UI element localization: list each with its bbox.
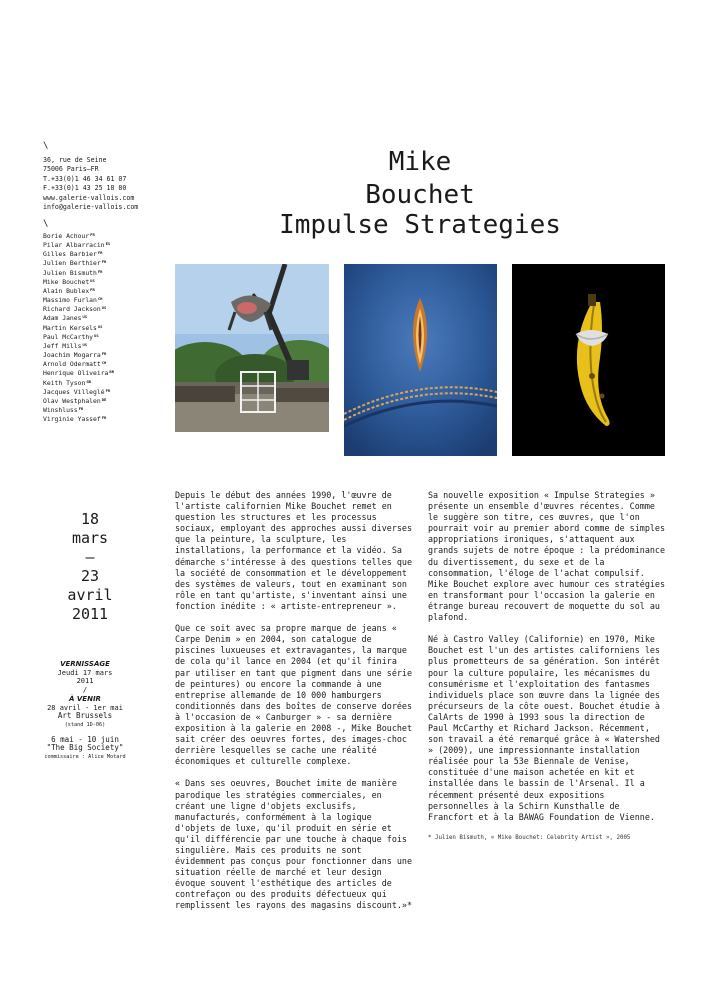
artist-list [43, 231, 114, 423]
artist-list-item [43, 258, 114, 267]
artist-list-item [43, 387, 114, 396]
start-month: mars [71, 529, 109, 547]
artist-list-item [43, 368, 114, 377]
artist-list-item [43, 295, 114, 304]
country-code: GB [86, 378, 91, 384]
artist-list-item [43, 240, 114, 249]
country-code: FR [105, 387, 111, 393]
artist-list-item [43, 304, 114, 313]
address-city: 75006 Paris—FR [43, 165, 99, 174]
artist-list-item [43, 277, 114, 286]
artist-list-item [43, 313, 114, 322]
artist-name: Keith Tyson [43, 378, 86, 387]
address-website-link[interactable]: www.galerie-vallois.com [43, 193, 135, 202]
country-code: US [90, 277, 95, 283]
artist-name: Olav Westphalen [43, 396, 101, 405]
address-email-link[interactable]: info@galerie-vallois.com [43, 203, 139, 212]
country-code: US [82, 314, 88, 320]
artist-list-item [43, 350, 114, 359]
footnote: * Julien Bismuth, « Mike Bouchet: Celebrity Artist », 2005 [428, 834, 631, 841]
exhibition-dates [45, 510, 135, 624]
fair-dates: 28 avril - 1er mai [47, 703, 123, 712]
date-dash: — [85, 548, 95, 566]
country-code: FR [90, 286, 95, 292]
year: 2011 [71, 605, 109, 623]
country-code: FR [90, 232, 95, 237]
slash-mark: \ [43, 141, 49, 151]
events-block [30, 660, 140, 762]
artist-name: Julien Bismuth [43, 268, 97, 277]
separator-slash: / [82, 686, 88, 695]
artist-name: Henrique Oliveira [43, 369, 109, 378]
artist-list-item [43, 332, 114, 341]
artist-list-item [43, 359, 114, 368]
paragraph: Né à Castro Valley (Californie) en 1970, Mike Bouchet est l'un des artistes californiens les plus prometteurs de sa génération. Son intérêt pour la culture populaire, les mécanismes du consumérisme et l'exploitation des fantasmes individuels place son œuvre dans la lignée des précurseurs de la côte ouest. Bouchet étudie à CalArts de 1990 à 1993 sous la direction de Paul McCarthy et Richard Jackson. Récemment, son travail a été remarqué grâce à « Watershed » (2009), une impressionnante installation réalisée pour la 53e Biennale de Venise, constituée d'une maison achetée en kit et installée dans le bassin de l'Arsenal. Il a récemment présenté deux expositions personnelles à la Schirn Kunsthalle de Francfort et à la BAWAG Foundation de Vienne. [428, 634, 660, 822]
artist-name: Adam Janes [43, 314, 82, 323]
artist-name: Paul McCarthy [43, 332, 94, 341]
artist-name: Pilar Albarracin [43, 241, 105, 250]
country-code: FR [97, 250, 103, 256]
artist-list-item [43, 249, 114, 258]
gallery-address [43, 156, 138, 212]
start-day: 18 [80, 510, 100, 528]
artist-name: Richard Jackson [43, 305, 101, 314]
artist-list-item [43, 405, 114, 414]
country-code: FR [101, 259, 107, 265]
artist-last-name: Bouchet [365, 180, 475, 210]
artist-name: Winshluss [43, 405, 78, 414]
artist-name: Massimo Furlan [43, 296, 97, 305]
artist-name: Arnold Odermatt [43, 360, 101, 369]
artist-first-name: Mike [388, 147, 452, 177]
artist-name: Borie Achour [43, 232, 90, 240]
country-code: US [94, 332, 99, 338]
country-code: FR [101, 415, 107, 421]
denim-painting-photo [344, 264, 497, 456]
artist-name: Jacques Villeglé [43, 387, 105, 396]
fair-stand: (stand 1D-06) [64, 721, 106, 728]
artist-list-item [43, 396, 114, 405]
artist-name: Gilles Barbier [43, 250, 97, 259]
address-fax: F.+33(0)1 43 25 18 80 [43, 184, 127, 193]
vernissage-date: Jeudi 17 mars [57, 668, 113, 677]
show-dates: 6 mai - 10 juin [51, 734, 119, 744]
artist-list-item [43, 378, 114, 387]
artist-name: Jeff Mills [43, 341, 82, 350]
country-code: FR [97, 268, 103, 274]
artist-list-item [43, 231, 114, 240]
crane-installation-photo [175, 264, 329, 432]
artist-list-item [43, 268, 114, 277]
text-column-left [175, 490, 415, 923]
paragraph: « Dans ses oeuvres, Bouchet imite de manière parodique les stratégies commerciales, en créant une ligne d'objets exclusifs, manufacturés, conformément à la logique d'objets de luxe, qu'il produit en série et qu'il différencie par une touche à chaque fois singulière. Mais ces produits ne sont évidemment pas conçus pour fonctionner dans une situation réelle de marché et leur design évoque souvent l'esthétique des articles de contrefaçon ou des produits défectueux qui remplissent les rayons des magasins discount.»* [175, 778, 412, 911]
text-column-right [428, 490, 668, 853]
vernissage-year: 2011 [76, 677, 94, 686]
vernissage-heading: VERNISSAGE [60, 660, 110, 668]
address-phone: T.+33(0)1 46 34 61 07 [43, 174, 127, 183]
artist-list-item [43, 286, 114, 295]
artist-name: Joachim Mogarra [43, 351, 101, 360]
country-code: ES [105, 241, 111, 247]
artist-name: Martin Kersels [43, 323, 97, 332]
fair-name: Art Brussels [57, 711, 113, 721]
artist-name: Virginie Yassef [43, 415, 101, 424]
country-code: US [101, 305, 107, 311]
end-month: avril [67, 586, 113, 604]
artist-list-item [43, 323, 114, 332]
exhibition-title: Impulse Strategies [279, 210, 561, 240]
country-code: DE [101, 396, 107, 402]
upcoming-heading: À VENIR [69, 694, 101, 703]
banana-sculpture-photo [512, 264, 665, 456]
show-title: "The Big Society" [46, 743, 124, 753]
slash-mark: \ [43, 219, 49, 229]
show-curator: commissaire : Alice Motard [44, 754, 126, 761]
country-code: CH [97, 296, 103, 302]
paragraph: Sa nouvelle exposition « Impulse Strategies » présente un ensemble d'œuvres récentes. Comme le suggère son titre, ces œuvres, que l'on pourrait voir au premier abord comme de simples appropriations ironiques, s'attaquent aux grands sujets de notre époque : la prédominance du divertissement, du sexe et de la consommation, l'éloge de l'achat compulsif. Mike Bouchet explore avec humour ces stratégies en transformant pour l'occasion la galerie en étrange bureau recouvert de moquette du sol au plafond. [428, 490, 665, 623]
artist-list-item [43, 414, 114, 423]
country-code: FR [78, 405, 84, 411]
artist-name: Alain Bublex [43, 286, 90, 295]
paragraph: Que ce soit avec sa propre marque de jeans « Carpe Denim » en 2004, son catalogue de piscines luxueuses et extravagantes, la marque de cola qu'il lance en 2004 (et qu'il finira par utiliser en tant que pigment dans une série de peintures) ou encore la commande à une entreprise allemande de 10 000 hamburgers conditionnés dans des boîtes de conserve dorées à l'occasion de « Canburger » - sa dernière exposition à la galerie en 2008 -, Mike Bouchet sait créer des oeuvres fortes, des images-choc derrière lesquelles se cache une réalité économiques et culturelle complexe. [175, 623, 412, 767]
country-code: FR [101, 351, 107, 357]
country-code: BR [109, 369, 114, 375]
end-day: 23 [80, 567, 100, 585]
paragraph: Depuis le début des années 1990, l'œuvre de l'artiste californien Mike Bouchet remet en question les structures et les processus sociaux, employant des approches aussi diverses que la peinture, la sculpture, les installations, la performance et la vidéo. Sa démarche s'intéresse à des questions telles que la société de consommation et le développement des systèmes de valeurs, tout en examinant son rôle en tant qu'artiste, s'inventant ainsi une fonction inédite : « artiste-entrepreneur ». [175, 490, 412, 611]
country-code: US [97, 323, 103, 329]
country-code: US [82, 341, 88, 347]
address-street: 36, rue de Seine [43, 156, 107, 164]
artist-list-item [43, 341, 114, 350]
country-code: CH [101, 360, 107, 366]
artist-name: Julien Berthier [43, 259, 101, 268]
artist-name: Mike Bouchet [43, 277, 90, 286]
